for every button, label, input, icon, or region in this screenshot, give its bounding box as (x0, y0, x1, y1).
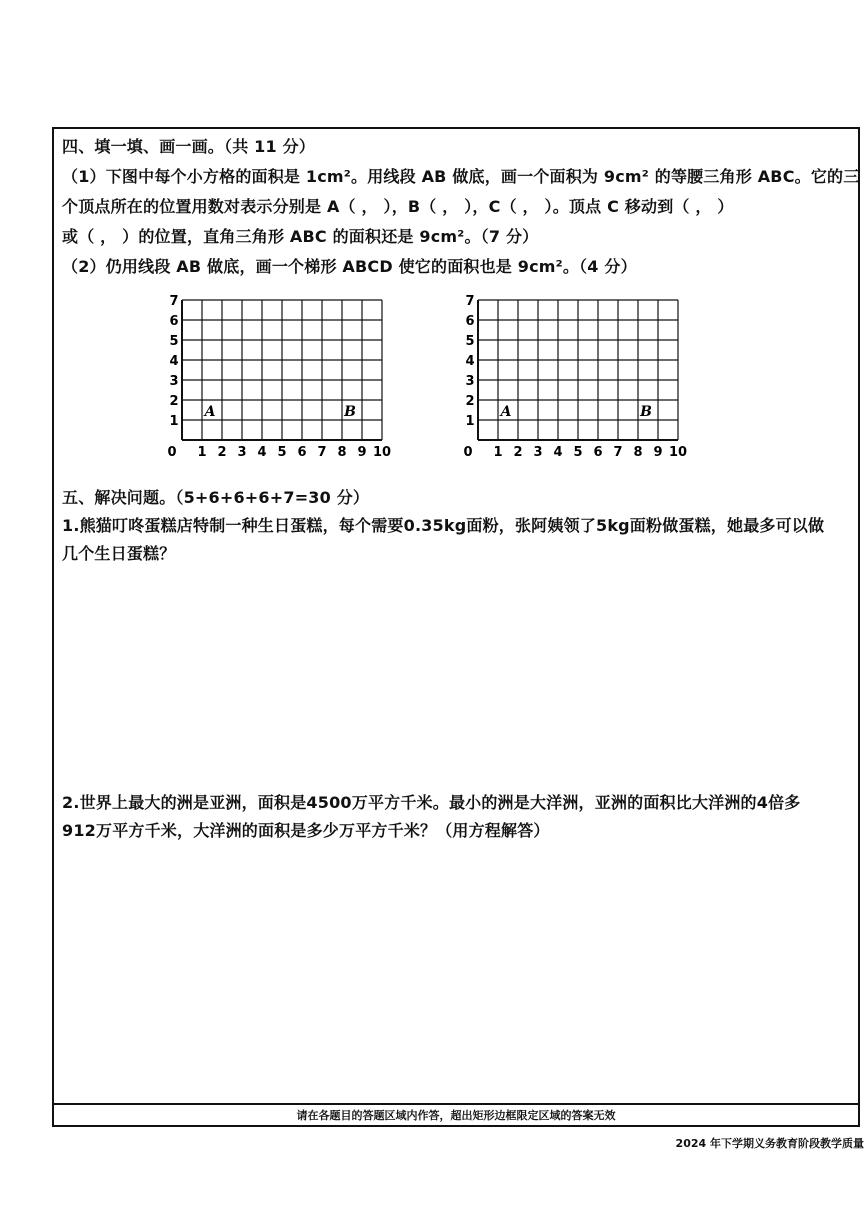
y-tick-label: 1 (465, 414, 475, 429)
y-tick-label: 5 (465, 334, 475, 349)
x-tick-label: 2 (513, 445, 523, 458)
y-tick-label: 6 (169, 314, 179, 329)
coordinate-grid-right (456, 288, 706, 458)
x-tick-label: 9 (357, 445, 367, 458)
x-tick-label: 0 (463, 445, 473, 458)
point-label-b: B (640, 404, 652, 420)
answer-frame (52, 127, 860, 1127)
exam-name: 2024 年下学期义务教育阶段教学质量 (675, 1137, 864, 1150)
y-tick-label: 5 (169, 334, 179, 349)
section5-title: 五、解决问题。（5+6+6+6+7=30 分） (62, 488, 370, 507)
x-tick-label: 3 (533, 445, 543, 458)
x-tick-label: 1 (493, 445, 503, 458)
coordinate-grid-left (160, 288, 410, 458)
x-tick-label: 4 (553, 445, 563, 458)
answer-area-notice: 请在各题目的答题区域内作答，超出矩形边框限定区域的答案无效 (52, 1103, 860, 1127)
section4-title: 四、填一填、画一画。（共 11 分） (62, 137, 316, 156)
y-tick-label: 4 (465, 354, 475, 369)
x-tick-label: 4 (257, 445, 267, 458)
x-tick-label: 10 (668, 445, 688, 458)
x-tick-label: 7 (613, 445, 623, 458)
x-tick-label: 1 (197, 445, 207, 458)
x-tick-label: 3 (237, 445, 247, 458)
y-tick-label: 2 (169, 394, 179, 409)
q1-line2: 个顶点所在的位置用数对表示分别是 A（ ， ），B（ ， ），C（ ， ）。顶点 C 移动到（ ， ） (62, 197, 734, 216)
q2-line1: （2）仍用线段 AB 做底，画一个梯形 ABCD 使它的面积也是 9cm²。（4 分） (62, 257, 637, 276)
y-tick-label: 3 (465, 374, 475, 389)
x-tick-label: 10 (372, 445, 392, 458)
y-tick-label: 7 (465, 294, 475, 309)
problem1-line1: 1.熊猫叮咚蛋糕店特制一种生日蛋糕，每个需要0.35kg面粉，张阿姨领了5kg面粉做蛋糕，她最多可以做 (62, 516, 825, 535)
x-tick-label: 2 (217, 445, 227, 458)
point-label-a: A (204, 404, 216, 420)
x-tick-label: 5 (277, 445, 287, 458)
q1-line3: 或（ ， ）的位置，直角三角形 ABC 的面积还是 9cm²。（7 分） (62, 227, 539, 246)
x-tick-label: 0 (167, 445, 177, 458)
q1-line1: （1）下图中每个小方格的面积是 1cm²。用线段 AB 做底，画一个面积为 9cm² 的等腰三角形 ABC。它的三 (62, 167, 860, 186)
x-tick-label: 7 (317, 445, 327, 458)
y-tick-label: 3 (169, 374, 179, 389)
problem1-line2: 几个生日蛋糕？ (62, 544, 176, 563)
x-tick-label: 8 (633, 445, 643, 458)
x-tick-label: 6 (297, 445, 307, 458)
y-tick-label: 1 (169, 414, 179, 429)
y-tick-label: 2 (465, 394, 475, 409)
x-tick-label: 6 (593, 445, 603, 458)
problem2-line1: 2.世界上最大的洲是亚洲，面积是4500万平方千米。最小的洲是大洋洲，亚洲的面积比大洋洲的4倍多 (62, 793, 801, 812)
y-tick-label: 4 (169, 354, 179, 369)
y-tick-label: 7 (169, 294, 179, 309)
x-tick-label: 8 (337, 445, 347, 458)
point-label-b: B (344, 404, 356, 420)
point-label-a: A (500, 404, 512, 420)
x-tick-label: 5 (573, 445, 583, 458)
x-tick-label: 9 (653, 445, 663, 458)
y-tick-label: 6 (465, 314, 475, 329)
problem2-line2: 912万平方千米，大洋洲的面积是多少万平方千米？（用方程解答） (62, 821, 550, 840)
